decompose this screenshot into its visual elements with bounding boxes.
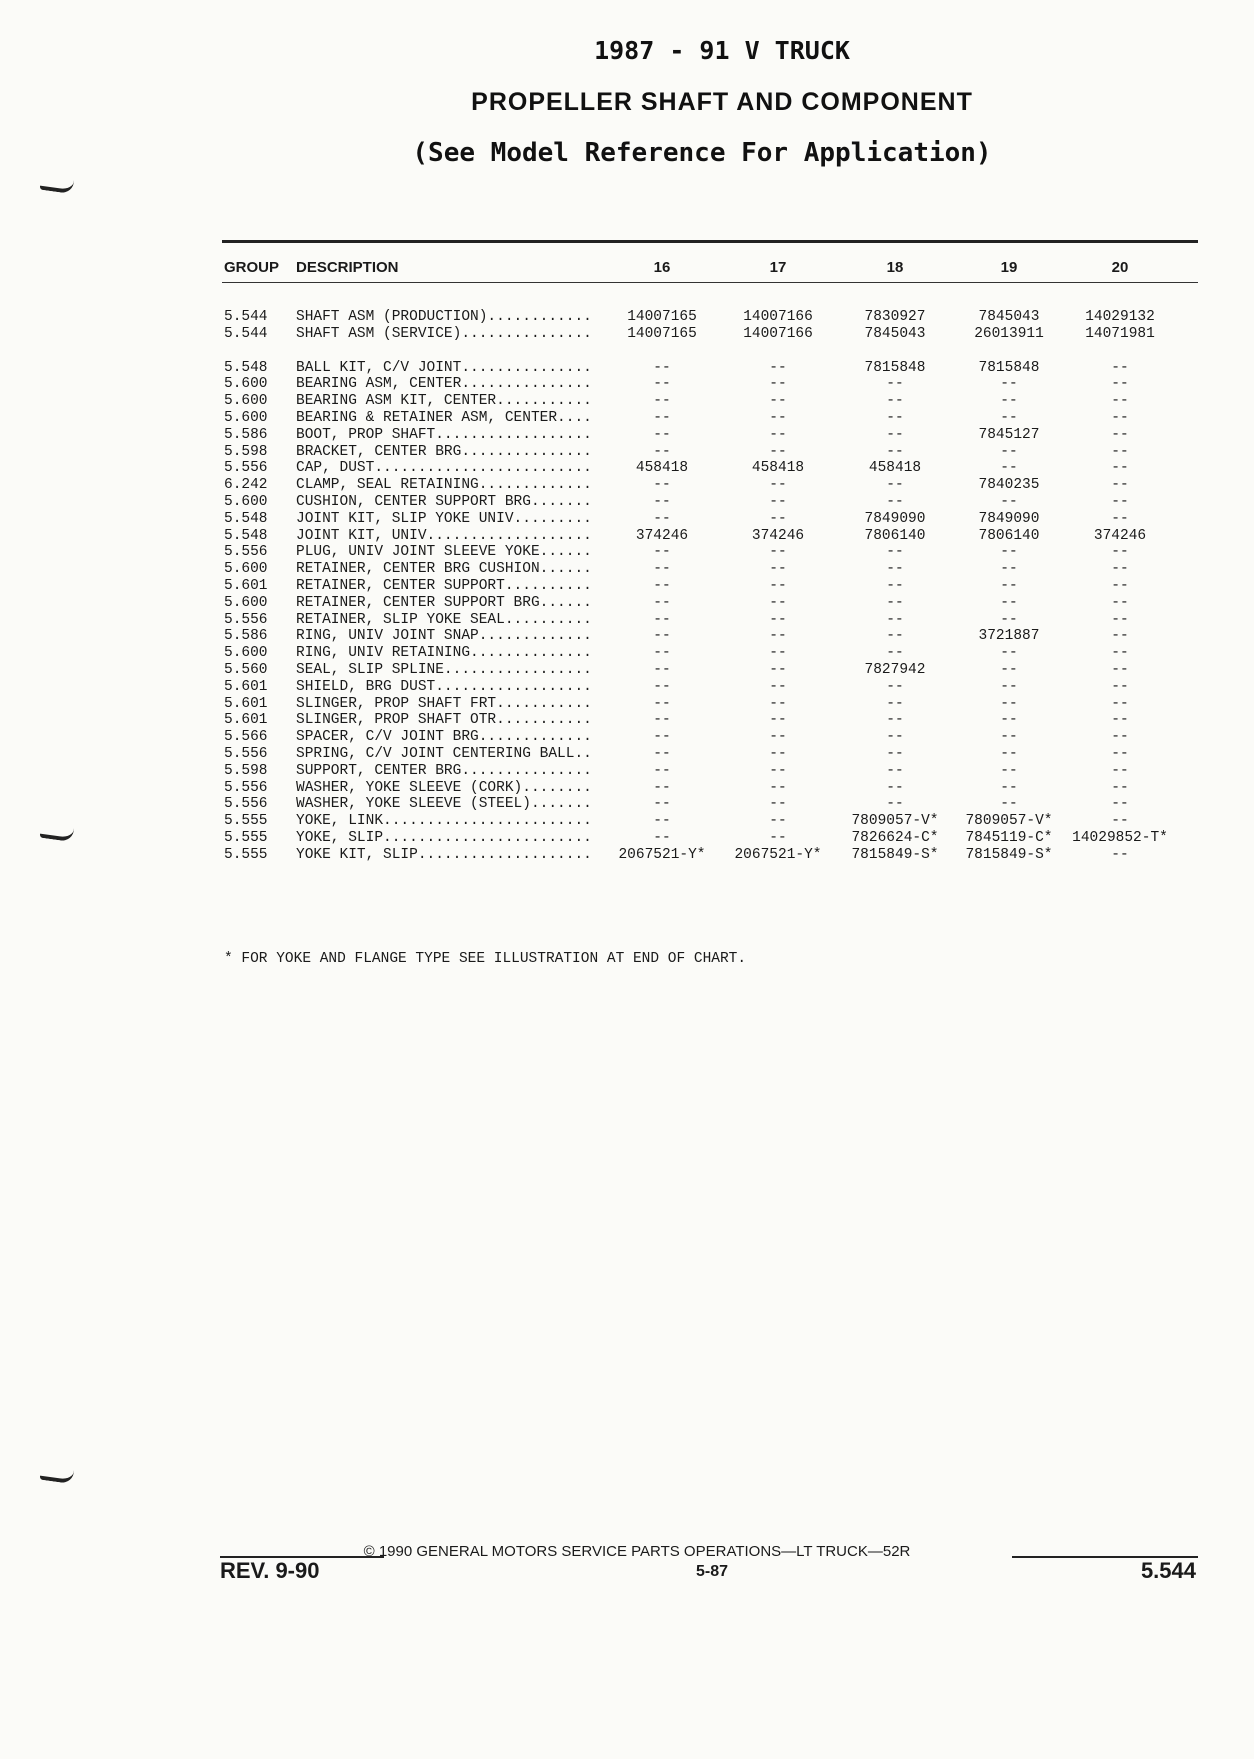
row-col-16: 458418 [635,460,689,477]
row-col-16: -- [653,376,671,393]
table-row [0,696,1254,713]
row-col-20: 374246 [1093,527,1147,544]
row-description: JOINT KIT, UNIV................... [296,527,592,544]
row-group: 5.556 [224,796,268,813]
row-col-17: -- [769,376,787,393]
table-row [0,746,1254,763]
row-description: SEAL, SLIP SPLINE................. [296,662,592,678]
row-col-19: -- [1000,443,1018,460]
row-col-17: -- [769,477,787,494]
row-group: 5.548 [224,510,268,527]
row-col-20: -- [1111,846,1129,863]
row-col-17: 458418 [751,460,805,477]
row-description: BEARING ASM, CENTER............... [296,376,592,393]
row-group: 6.242 [224,477,268,494]
row-group: 5.556 [224,460,268,477]
row-description: WASHER, YOKE SLEEVE (CORK)........ [296,779,592,796]
row-group: 5.556 [224,611,268,628]
row-col-16: -- [653,578,671,594]
row-col-16: -- [653,796,671,813]
row-col-17: -- [769,359,787,376]
table-row [0,645,1254,662]
row-col-19: 7815848 [978,359,1040,376]
row-col-20: -- [1111,779,1129,796]
row-col-19: -- [1000,678,1018,695]
table-row [0,544,1254,561]
table-row [0,796,1254,813]
row-col-20: 14029852-T* [1072,830,1168,846]
row-col-19: 7815849-S* [965,846,1053,863]
row-col-19: -- [1000,376,1018,393]
row-col-20: -- [1111,645,1129,662]
table-row [0,444,1254,461]
row-col-16: -- [653,762,671,779]
row-group: 5.600 [224,393,268,410]
row-col-19: -- [1000,494,1018,510]
row-col-16: -- [653,443,671,460]
row-col-18: 7827942 [864,662,926,678]
row-col-19: -- [1000,779,1018,796]
row-col-20: -- [1111,359,1129,376]
row-col-16: -- [653,645,671,662]
table-row [0,628,1254,645]
table-row [0,376,1254,393]
row-col-19: -- [1000,712,1018,729]
revision-label: REV. 9-90 [220,1558,320,1583]
row-col-18: -- [886,561,904,578]
header-col-16: 16 [653,259,671,276]
row-group: 5.600 [224,410,268,426]
row-col-20: -- [1111,578,1129,594]
row-col-16: 374246 [635,527,689,544]
row-col-16: -- [653,830,671,846]
row-col-18: -- [886,494,904,510]
row-description: PLUG, UNIV JOINT SLEEVE YOKE...... [296,544,592,561]
row-description: CAP, DUST......................... [296,460,592,477]
table-row [0,780,1254,797]
row-col-19: -- [1000,460,1018,477]
header-group: GROUP [224,259,280,276]
copyright-notice: © 1990 GENERAL MOTORS SERVICE PARTS OPERATIONS—LT TRUCK—52R [363,1543,911,1560]
row-col-18: 7809057-V* [851,813,939,830]
row-col-16: -- [653,494,671,510]
row-col-17: -- [769,762,787,779]
row-col-19: -- [1000,695,1018,712]
table-row [0,813,1254,830]
table-row [0,847,1254,864]
row-description: SHAFT ASM (SERVICE)............... [296,325,592,342]
row-col-16: -- [653,729,671,746]
row-group: 5.566 [224,729,268,746]
row-col-17: -- [769,662,787,678]
row-col-16: -- [653,678,671,695]
row-group: 5.601 [224,678,268,695]
row-col-18: 7815849-S* [851,846,939,863]
row-description: YOKE, SLIP........................ [296,830,592,846]
row-col-16: 14007165 [627,325,697,342]
row-group: 5.600 [224,494,268,510]
row-col-16: -- [653,695,671,712]
row-group: 5.600 [224,645,268,662]
row-col-18: 7815848 [864,359,926,376]
row-col-17: -- [769,443,787,460]
row-col-18: -- [886,695,904,712]
row-col-20: -- [1111,494,1129,510]
row-col-20: -- [1111,729,1129,746]
row-col-18: 458418 [868,460,922,477]
row-col-19: -- [1000,729,1018,746]
row-description: RETAINER, SLIP YOKE SEAL.......... [296,611,592,628]
row-col-17: -- [769,645,787,662]
row-col-16: -- [653,712,671,729]
row-col-17: 14007166 [743,309,813,325]
row-col-16: -- [653,426,671,443]
row-description: CLAMP, SEAL RETAINING............. [296,477,592,494]
row-col-20: 14071981 [1085,325,1155,342]
header-col-18: 18 [886,259,904,276]
row-col-18: -- [886,762,904,779]
row-col-16: -- [653,662,671,678]
row-col-19: 7845043 [978,309,1040,325]
row-col-20: -- [1111,762,1129,779]
row-col-16: -- [653,410,671,426]
row-col-18: -- [886,393,904,410]
row-col-17: -- [769,494,787,510]
row-col-20: -- [1111,460,1129,477]
row-col-20: -- [1111,594,1129,611]
row-col-19: -- [1000,393,1018,410]
row-col-18: -- [886,544,904,561]
row-col-17: 14007166 [743,325,813,342]
row-description: CUSHION, CENTER SUPPORT BRG....... [296,494,592,510]
row-col-19: 7845127 [978,426,1040,443]
row-col-17: -- [769,578,787,594]
row-col-17: -- [769,813,787,830]
row-description: BEARING & RETAINER ASM, CENTER.... [296,410,592,426]
row-col-20: -- [1111,662,1129,678]
row-col-20: -- [1111,510,1129,527]
row-col-20: -- [1111,628,1129,645]
row-col-16: 2067521-Y* [618,846,706,863]
header-col-20: 20 [1111,259,1129,276]
header-col-17: 17 [769,259,787,276]
table-header-rule [222,282,1198,283]
row-group: 5.556 [224,544,268,561]
row-col-17: -- [769,510,787,527]
row-col-18: 7806140 [864,527,926,544]
row-col-20: -- [1111,443,1129,460]
row-col-18: -- [886,678,904,695]
row-group: 5.601 [224,578,268,594]
row-group: 5.544 [224,325,268,342]
row-group: 5.544 [224,309,268,325]
row-col-18: -- [886,796,904,813]
row-col-19: 7849090 [978,510,1040,527]
row-col-17: -- [769,393,787,410]
page-application-note: (See Model Reference For Application) [412,138,992,168]
row-col-16: -- [653,477,671,494]
row-col-19: -- [1000,662,1018,678]
row-col-16: -- [653,779,671,796]
row-description: BOOT, PROP SHAFT.................. [296,426,592,443]
row-col-20: -- [1111,376,1129,393]
row-col-20: -- [1111,796,1129,813]
page-number: 5-87 [695,1563,729,1580]
row-col-17: 2067521-Y* [734,846,822,863]
row-group: 5.601 [224,695,268,712]
row-col-18: -- [886,477,904,494]
row-description: SPACER, C/V JOINT BRG............. [296,729,592,746]
row-description: SHIELD, BRG DUST.................. [296,678,592,695]
table-row [0,309,1254,326]
row-col-19: 26013911 [974,325,1044,342]
row-col-17: -- [769,678,787,695]
row-col-18: -- [886,376,904,393]
row-group: 5.555 [224,846,268,863]
row-col-19: -- [1000,561,1018,578]
row-col-18: 7826624-C* [851,830,939,846]
punch-hole-mark [40,176,74,195]
row-col-18: -- [886,443,904,460]
table-row [0,763,1254,780]
row-col-20: -- [1111,477,1129,494]
row-col-17: -- [769,544,787,561]
row-col-16: -- [653,544,671,561]
row-col-16: -- [653,813,671,830]
row-col-20: 14029132 [1085,309,1155,325]
row-col-17: 374246 [751,527,805,544]
row-col-16: -- [653,359,671,376]
row-col-17: -- [769,830,787,846]
table-row [0,393,1254,410]
footnote: * FOR YOKE AND FLANGE TYPE SEE ILLUSTRATION AT END OF CHART. [224,951,747,967]
header-col-19: 19 [1000,259,1018,276]
row-col-19: -- [1000,578,1018,594]
row-description: RETAINER, CENTER BRG CUSHION...... [296,561,592,578]
row-group: 5.548 [224,527,268,544]
row-group: 5.556 [224,779,268,796]
row-description: BEARING ASM KIT, CENTER........... [296,393,592,410]
row-col-17: -- [769,561,787,578]
table-row [0,612,1254,629]
row-group: 5.600 [224,561,268,578]
row-description: WASHER, YOKE SLEEVE (STEEL)....... [296,796,592,813]
row-group: 5.556 [224,746,268,762]
row-group: 5.586 [224,628,268,645]
row-col-19: 7806140 [978,527,1040,544]
row-col-18: -- [886,594,904,611]
row-group: 5.598 [224,762,268,779]
table-row [0,477,1254,494]
row-col-18: -- [886,779,904,796]
row-group: 5.555 [224,830,268,846]
row-col-17: -- [769,712,787,729]
row-col-17: -- [769,410,787,426]
row-col-18: -- [886,426,904,443]
row-col-18: -- [886,628,904,645]
row-col-18: -- [886,645,904,662]
table-row [0,410,1254,427]
table-row [0,326,1254,343]
row-group: 5.601 [224,712,268,729]
row-description: SLINGER, PROP SHAFT OTR........... [296,712,592,729]
row-group: 5.555 [224,813,268,830]
row-description: SLINGER, PROP SHAFT FRT........... [296,695,592,712]
row-description: BALL KIT, C/V JOINT............... [296,359,592,376]
table-row [0,460,1254,477]
row-group: 5.560 [224,662,268,678]
table-top-rule [222,240,1198,243]
table-row [0,712,1254,729]
row-description: YOKE KIT, SLIP.................... [296,846,592,863]
header-description: DESCRIPTION [296,259,399,276]
table-row [0,494,1254,511]
row-group: 5.600 [224,594,268,611]
table-row [0,578,1254,595]
section-number: 5.544 [1140,1558,1196,1583]
row-col-17: -- [769,779,787,796]
table-row [0,830,1254,847]
row-group: 5.598 [224,443,268,460]
row-col-18: -- [886,611,904,628]
row-col-20: -- [1111,544,1129,561]
row-group: 5.600 [224,376,268,393]
row-description: BRACKET, CENTER BRG............... [296,443,592,460]
row-col-18: 7845043 [864,325,926,342]
row-col-17: -- [769,746,787,762]
row-col-19: -- [1000,410,1018,426]
page-subtitle: PROPELLER SHAFT AND COMPONENT [471,88,973,116]
row-col-17: -- [769,796,787,813]
row-col-19: -- [1000,544,1018,561]
row-col-19: -- [1000,594,1018,611]
row-col-20: -- [1111,611,1129,628]
table-row [0,595,1254,612]
row-col-17: -- [769,695,787,712]
row-col-20: -- [1111,678,1129,695]
row-col-20: -- [1111,813,1129,830]
row-col-16: -- [653,746,671,762]
row-col-16: 14007165 [627,309,697,325]
row-description: SUPPORT, CENTER BRG............... [296,762,592,779]
table-row [0,528,1254,545]
row-col-19: -- [1000,746,1018,762]
row-description: RING, UNIV JOINT SNAP............. [296,628,592,645]
row-description: RETAINER, CENTER SUPPORT BRG...... [296,594,592,611]
row-col-18: -- [886,578,904,594]
row-col-19: -- [1000,645,1018,662]
page-title: 1987 - 91 V TRUCK [594,36,850,65]
punch-hole-mark [40,1466,74,1485]
table-row [0,427,1254,444]
row-description: RING, UNIV RETAINING.............. [296,645,592,662]
row-description: SHAFT ASM (PRODUCTION)............ [296,309,592,325]
row-col-18: 7849090 [864,510,926,527]
row-col-17: -- [769,426,787,443]
row-col-20: -- [1111,410,1129,426]
row-col-20: -- [1111,695,1129,712]
row-col-17: -- [769,628,787,645]
table-row [0,360,1254,377]
row-col-19: 7845119-C* [965,830,1053,846]
row-col-16: -- [653,594,671,611]
row-group: 5.548 [224,359,268,376]
row-description: SPRING, C/V JOINT CENTERING BALL.. [296,746,592,762]
table-row [0,561,1254,578]
table-row [0,662,1254,679]
row-col-16: -- [653,611,671,628]
row-col-18: -- [886,410,904,426]
row-col-19: 7840235 [978,477,1040,494]
row-description: RETAINER, CENTER SUPPORT.......... [296,578,592,594]
row-col-16: -- [653,561,671,578]
row-col-18: -- [886,746,904,762]
row-col-18: -- [886,712,904,729]
row-col-20: -- [1111,712,1129,729]
row-col-19: -- [1000,762,1018,779]
row-col-19: -- [1000,611,1018,628]
row-col-20: -- [1111,426,1129,443]
row-col-16: -- [653,628,671,645]
row-col-18: 7830927 [864,309,926,325]
row-description: YOKE, LINK........................ [296,813,592,830]
row-description: JOINT KIT, SLIP YOKE UNIV......... [296,510,592,527]
row-group: 5.586 [224,426,268,443]
row-col-16: -- [653,510,671,527]
row-col-17: -- [769,729,787,746]
row-col-20: -- [1111,561,1129,578]
row-col-19: -- [1000,796,1018,813]
row-col-18: -- [886,729,904,746]
row-col-19: 3721887 [978,628,1040,645]
table-row [0,679,1254,696]
table-row [0,729,1254,746]
row-col-16: -- [653,393,671,410]
row-col-17: -- [769,594,787,611]
row-col-17: -- [769,611,787,628]
row-col-19: 7809057-V* [965,813,1053,830]
row-col-20: -- [1111,746,1129,762]
row-col-20: -- [1111,393,1129,410]
table-row [0,511,1254,528]
